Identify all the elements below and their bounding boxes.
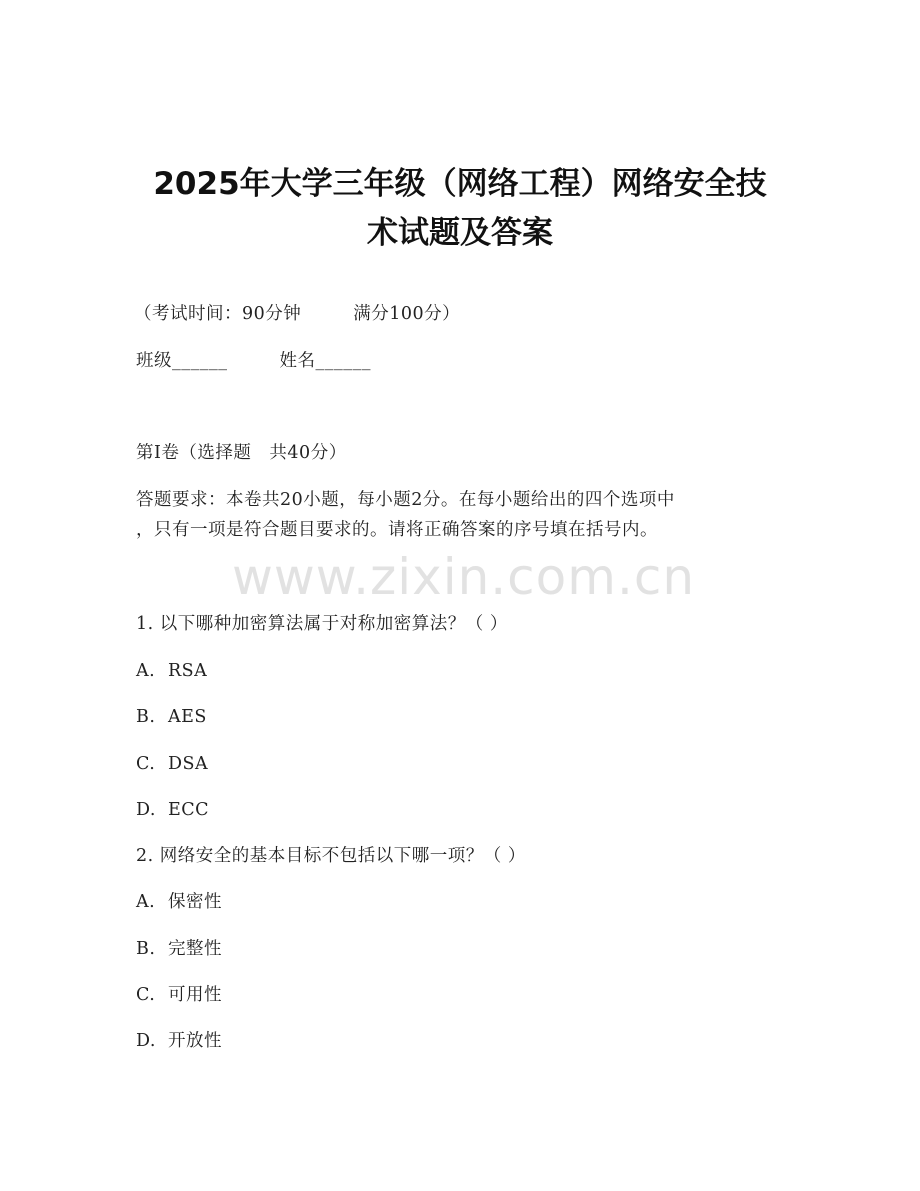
option-text: 可用性 — [168, 985, 222, 1005]
question-2-option-c — [136, 984, 222, 1006]
option-text: ECC — [168, 800, 210, 820]
question-1-option-d — [136, 799, 209, 821]
option-label: C. — [136, 985, 156, 1005]
name-field-label: 姓名______ — [279, 351, 371, 371]
instructions-line-2: ，只有一项是符合题目要求的。请将正确答案的序号填在括号内。 — [136, 520, 658, 540]
question-2-option-a — [136, 891, 222, 913]
document-title-line-2: 术试题及答案 — [367, 215, 553, 251]
option-label: D. — [136, 800, 156, 820]
exam-info — [134, 303, 460, 325]
option-text: 保密性 — [168, 892, 222, 912]
option-label: B. — [136, 707, 156, 727]
question-2-option-d — [136, 1030, 222, 1052]
question-2: 2. 网络安全的基本目标不包括以下哪一项？（ ） — [136, 846, 526, 866]
class-field-label: 班级______ — [136, 351, 228, 371]
section-score: 共40分） — [269, 443, 347, 463]
exam-time: （考试时间：90分钟 — [134, 304, 302, 324]
option-text: DSA — [168, 754, 209, 774]
option-label: A. — [136, 892, 156, 912]
option-text: AES — [168, 707, 207, 727]
document-title-line-1: 2025年大学三年级（网络工程）网络安全技 — [153, 166, 767, 202]
option-text: 开放性 — [168, 1031, 222, 1051]
section-heading-part: 第I卷（选择题 — [136, 443, 252, 463]
option-label: D. — [136, 1031, 156, 1051]
section-heading — [136, 442, 347, 464]
question-1: 1. 以下哪种加密算法属于对称加密算法？（ ） — [136, 614, 508, 634]
option-label: C. — [136, 754, 156, 774]
instructions-line-1: 答题要求：本卷共20小题，每小题2分。在每小题给出的四个选项中 — [136, 490, 675, 510]
watermark: www.zixin.com.cn — [232, 548, 696, 606]
option-label: A. — [136, 661, 156, 681]
option-text: RSA — [168, 661, 208, 681]
option-label: B. — [136, 939, 156, 959]
exam-full-score: 满分100分） — [353, 304, 461, 324]
question-2-option-b — [136, 938, 222, 960]
question-1-option-a — [136, 660, 207, 682]
question-1-option-b — [136, 706, 207, 728]
option-text: 完整性 — [168, 939, 222, 959]
question-1-option-c — [136, 753, 208, 775]
student-info — [136, 350, 371, 372]
